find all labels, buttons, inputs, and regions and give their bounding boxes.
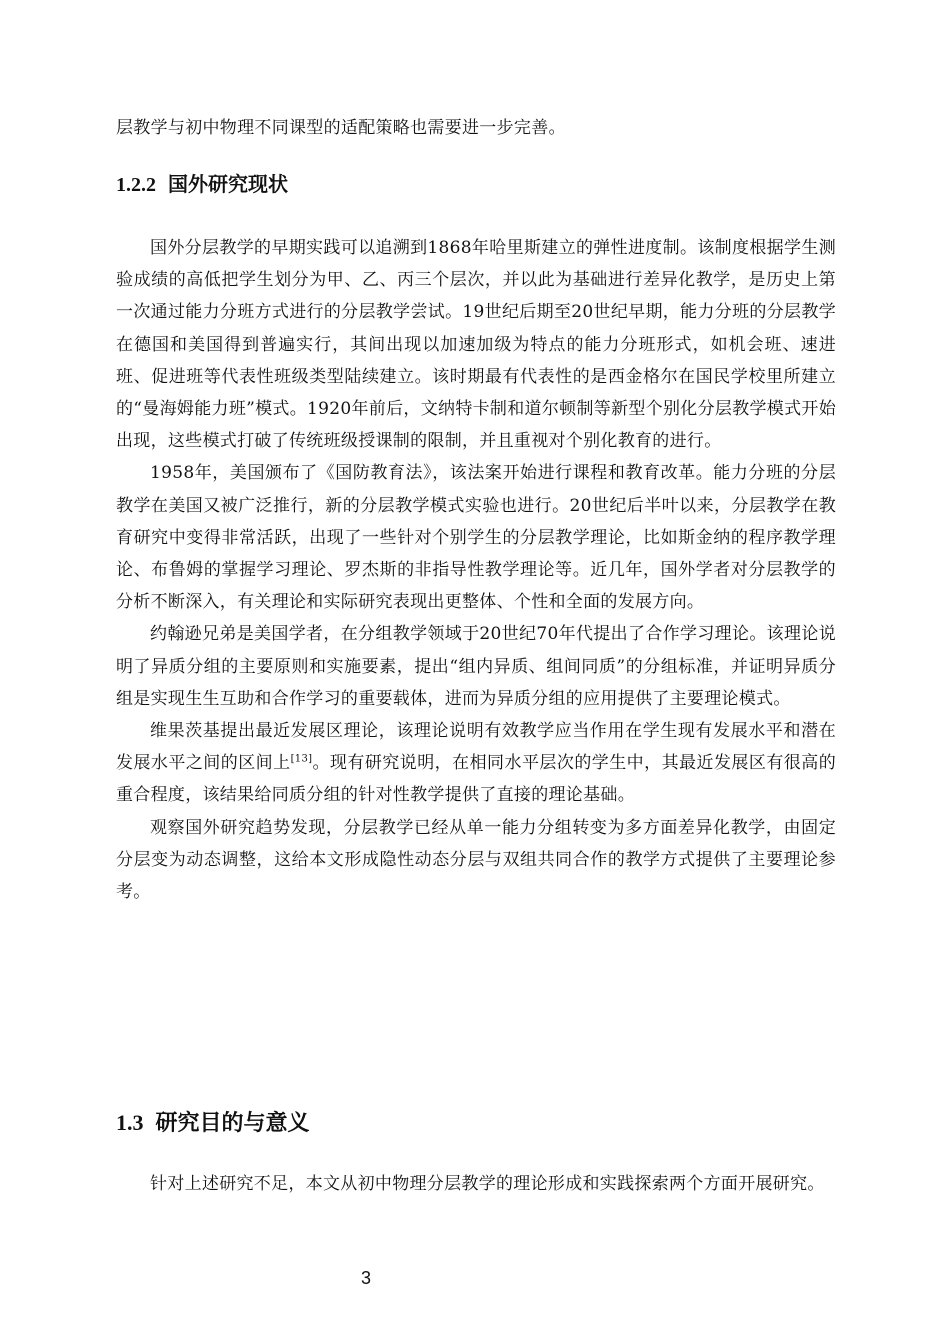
paragraph-1-3: 针对上述研究不足，本文从初中物理分层教学的理论形成和实践探索两个方面开展研究。: [150, 1174, 825, 1194]
page-number: 3: [360, 1268, 371, 1288]
paragraph-continued: 层教学与初中物理不同课型的适配策略也需要进一步完善。: [116, 118, 566, 138]
citation-13: [13]: [290, 753, 313, 765]
section-number: 1.2.2: [116, 174, 156, 196]
paragraph-3: 约翰逊兄弟是美国学者，在分组教学领域于20世纪70年代提出了合作学习理论。该理论说明了异质分组的主要原则和实施要素，提出“组内异质、组间同质”的分组标准，并证明异质分组是实现生生互助和合作学习的重要载体，进而为异质分组的应用提供了主要理论模式。: [116, 624, 836, 709]
section-number: 1.3: [116, 1110, 144, 1135]
section-1-2-2-body: [116, 232, 836, 908]
paragraph-2: 1958年，美国颁布了《国防教育法》，该法案开始进行课程和教育改革。能力分班的分层教学在美国又被广泛推行，新的分层教学模式实验也进行。20世纪后半叶以来，分层教学在教育研究中变得非常活跃，出现了一些针对个别学生的分层教学理论，比如斯金纳的程序教学理论、布鲁姆的掌握学习理论、罗杰斯的非指导性教学理论等。近几年，国外学者对分层教学的分析不断深入，有关理论和实际研究表现出更整体、个性和全面的发展方向。: [116, 463, 836, 613]
paragraph-5: 观察国外研究趋势发现，分层教学已经从单一能力分组转变为多方面差异化教学，由固定分层变为动态调整，这给本文形成隐性动态分层与双组共同合作的教学方式提供了主要理论参考。: [116, 817, 836, 903]
section-heading-1-3: [116, 1106, 310, 1137]
section-title: 研究目的与意义: [155, 1110, 310, 1136]
section-heading-1-2-2: [116, 168, 288, 197]
paragraph-4-text-b: 。现有研究说明，在相同水平层次的学生中，其最近发展区有很高的重合程度，该结果给同质分组的针对性教学提供了直接的理论基础。: [116, 753, 837, 806]
section-title: 国外研究现状: [168, 172, 288, 196]
section-1-3-body: [116, 1168, 836, 1200]
continuation-line: [116, 112, 836, 144]
paragraph-4-text-a: 维果茨基提出最近发展区理论，该理论说明有效教学应当作用在学生现有发展水平和潜在发展水平之间的区间上: [116, 721, 836, 774]
paragraph-4: [116, 715, 836, 812]
paragraph-1: 国外分层教学的早期实践可以追溯到1868年哈里斯建立的弹性进度制。该制度根据学生测验成绩的高低把学生划分为甲、乙、丙三个层次，并以此为基础进行差异化教学，是历史上第一次通过能力分班方式进行的分层教学尝试。19世纪后期至20世纪早期，能力分班的分层教学在德国和美国得到普遍实行，其间出现以加速加级为特点的能力分班形式，如机会班、速进班、促进班等代表性班级类型陆续建立。该时期最有代表性的是西金格尔在国民学校里所建立的“曼海姆能力班”模式。1920年前后，文纳特卡制和道尔顿制等新型个别化分层教学模式开始出现，这些模式打破了传统班级授课制的限制，并且重视对个别化教育的进行。: [116, 238, 836, 452]
